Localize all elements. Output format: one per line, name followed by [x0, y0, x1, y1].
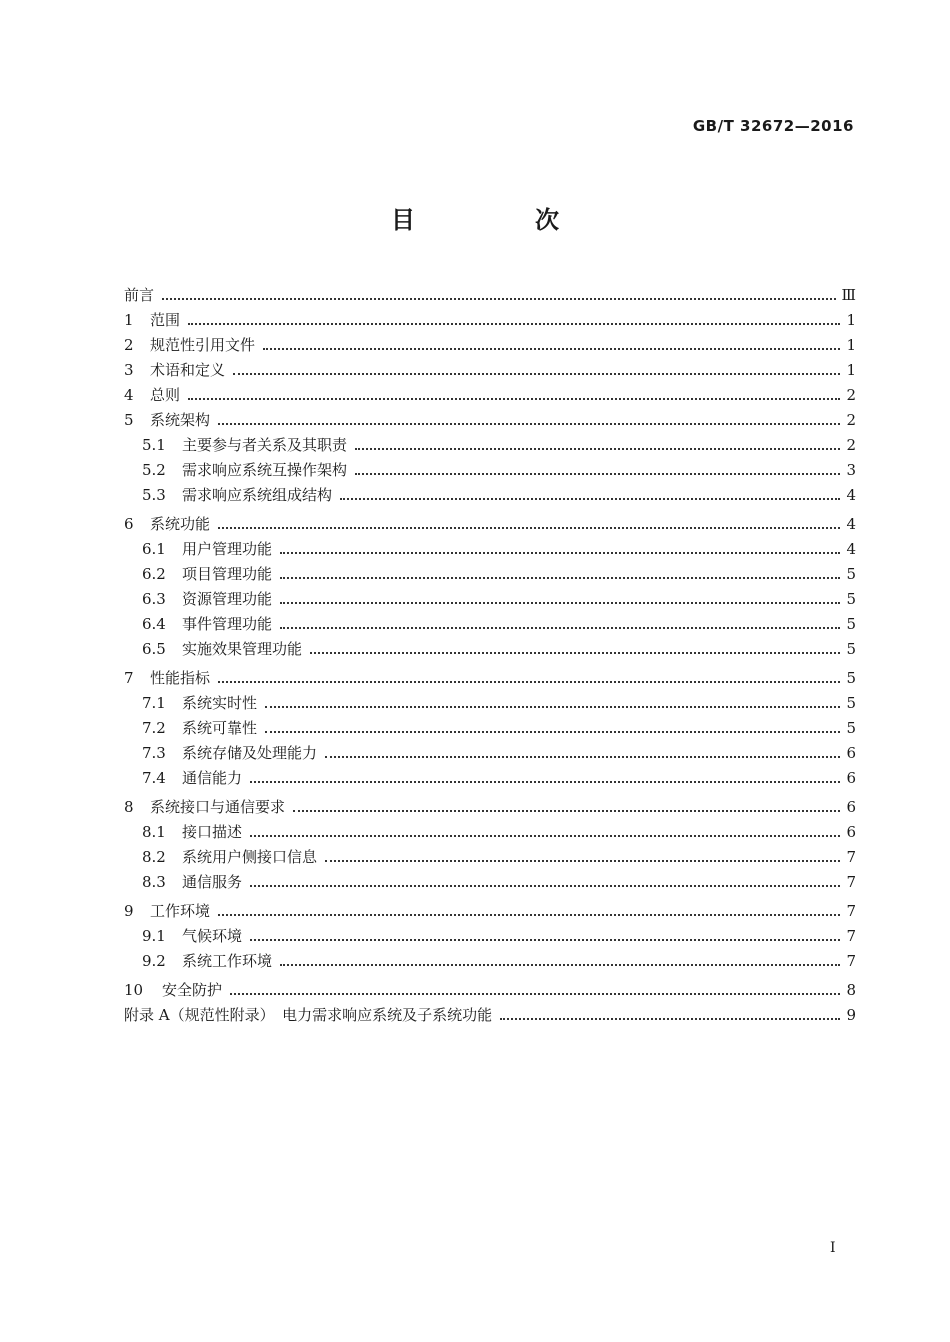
- toc-number: 4: [124, 386, 134, 404]
- toc-page: 5: [846, 669, 856, 687]
- toc-label: 范围: [150, 311, 181, 329]
- toc-number: 7.2: [142, 719, 166, 737]
- toc-number: 5.1: [142, 436, 166, 454]
- dot-leader: [162, 296, 836, 300]
- toc-entry-10[interactable]: [124, 975, 856, 1000]
- toc-number: 5: [124, 411, 134, 429]
- toc-entry-5[interactable]: [124, 405, 856, 430]
- toc-page: 5: [846, 694, 856, 712]
- toc-label: 性能指标: [150, 669, 211, 687]
- dot-leader: [355, 446, 840, 450]
- toc-number: 8.2: [142, 848, 166, 866]
- dot-leader: [280, 550, 840, 554]
- dot-leader: [218, 421, 840, 425]
- toc-page: Ⅲ: [841, 286, 856, 304]
- toc-label: 系统实时性: [182, 694, 258, 712]
- toc-number: 2: [124, 336, 134, 354]
- toc-label: 术语和定义: [150, 361, 226, 379]
- toc-entry-7-2[interactable]: [124, 713, 856, 738]
- toc-page: 1: [846, 336, 856, 354]
- toc-page: 6: [846, 744, 856, 762]
- toc-entry-1[interactable]: [124, 305, 856, 330]
- toc-number: 9.1: [142, 927, 166, 945]
- toc-entry-8-1[interactable]: [124, 817, 856, 842]
- toc-entry-7-1[interactable]: [124, 688, 856, 713]
- dot-leader: [230, 991, 840, 995]
- toc-page: 6: [846, 769, 856, 787]
- toc-number: 10: [124, 981, 144, 999]
- toc-page: 4: [846, 540, 856, 558]
- toc-label: 附录 A（规范性附录） 电力需求响应系统及子系统功能: [124, 1006, 493, 1024]
- toc-label: 资源管理功能: [182, 590, 273, 608]
- toc-label: 前言: [124, 286, 155, 304]
- toc-entry-6-5[interactable]: [124, 634, 856, 659]
- toc-number: 9.2: [142, 952, 166, 970]
- dot-leader: [218, 679, 840, 683]
- toc-page: 5: [846, 590, 856, 608]
- toc-page: 7: [846, 952, 856, 970]
- toc-entry-8-2[interactable]: [124, 842, 856, 867]
- toc-page: 2: [846, 411, 856, 429]
- toc-number: 5.2: [142, 461, 166, 479]
- toc-entry-4[interactable]: [124, 380, 856, 405]
- dot-leader: [310, 650, 840, 654]
- toc-page: 5: [846, 615, 856, 633]
- toc-entry-8-3[interactable]: [124, 867, 856, 892]
- dot-leader: [280, 600, 840, 604]
- toc-number: 1: [124, 311, 134, 329]
- dot-leader: [265, 704, 840, 708]
- toc-number: 8: [124, 798, 134, 816]
- dot-leader: [218, 525, 840, 529]
- toc-entry-5-1[interactable]: [124, 430, 856, 455]
- toc-entry-6-2[interactable]: [124, 559, 856, 584]
- dot-leader: [293, 808, 840, 812]
- toc-page: 7: [846, 902, 856, 920]
- toc-label: 接口描述: [182, 823, 243, 841]
- dot-leader: [325, 754, 840, 758]
- toc-number: 6.3: [142, 590, 166, 608]
- table-of-contents: [124, 280, 856, 1025]
- toc-label: 工作环境: [150, 902, 211, 920]
- dot-leader: [500, 1016, 840, 1020]
- toc-label: 主要参与者关系及其职责: [182, 436, 348, 454]
- toc-number: 7: [124, 669, 134, 687]
- toc-page: 2: [846, 436, 856, 454]
- dot-leader: [340, 496, 840, 500]
- dot-leader: [263, 346, 840, 350]
- toc-entry-6-1[interactable]: [124, 534, 856, 559]
- toc-entry-7[interactable]: [124, 663, 856, 688]
- toc-number: 6.2: [142, 565, 166, 583]
- toc-label: 安全防护: [162, 981, 223, 999]
- toc-label: 通信能力: [182, 769, 243, 787]
- toc-label: 事件管理功能: [182, 615, 273, 633]
- toc-number: 7.1: [142, 694, 166, 712]
- toc-entry-6[interactable]: [124, 509, 856, 534]
- toc-entry-foreword[interactable]: [124, 280, 856, 305]
- dot-leader: [218, 912, 840, 916]
- toc-label: 用户管理功能: [182, 540, 273, 558]
- dot-leader: [280, 575, 840, 579]
- dot-leader: [188, 396, 840, 400]
- toc-entry-5-2[interactable]: [124, 455, 856, 480]
- toc-page: 6: [846, 823, 856, 841]
- toc-label: 规范性引用文件: [150, 336, 256, 354]
- dot-leader: [325, 858, 840, 862]
- dot-leader: [233, 371, 840, 375]
- toc-entry-6-4[interactable]: [124, 609, 856, 634]
- toc-entry-8[interactable]: [124, 792, 856, 817]
- toc-label: 气候环境: [182, 927, 243, 945]
- dot-leader: [250, 937, 840, 941]
- dot-leader: [280, 625, 840, 629]
- toc-number: 7.3: [142, 744, 166, 762]
- dot-leader: [280, 962, 840, 966]
- toc-entry-appendix-a[interactable]: [124, 1000, 856, 1025]
- toc-number: 9: [124, 902, 134, 920]
- toc-entry-6-3[interactable]: [124, 584, 856, 609]
- dot-leader: [355, 471, 840, 475]
- toc-number: 7.4: [142, 769, 166, 787]
- toc-page: 9: [846, 1006, 856, 1024]
- toc-label: 系统接口与通信要求: [150, 798, 286, 816]
- toc-page: 3: [846, 461, 856, 479]
- toc-entry-2[interactable]: [124, 330, 856, 355]
- toc-entry-5-3[interactable]: [124, 480, 856, 505]
- toc-label: 系统可靠性: [182, 719, 258, 737]
- toc-number: 6: [124, 515, 134, 533]
- toc-label: 系统存储及处理能力: [182, 744, 318, 762]
- toc-label: 实施效果管理功能: [182, 640, 303, 658]
- toc-entry-7-3[interactable]: [124, 738, 856, 763]
- toc-number: 6.4: [142, 615, 166, 633]
- toc-page: 7: [846, 927, 856, 945]
- toc-label: 系统工作环境: [182, 952, 273, 970]
- toc-page: 1: [846, 311, 856, 329]
- dot-leader: [188, 321, 840, 325]
- toc-number: 5.3: [142, 486, 166, 504]
- toc-label: 需求响应系统互操作架构: [182, 461, 348, 479]
- dot-leader: [250, 883, 840, 887]
- toc-entry-9-2[interactable]: [124, 946, 856, 971]
- toc-label: 通信服务: [182, 873, 243, 891]
- toc-page: 4: [846, 515, 856, 533]
- toc-page: 2: [846, 386, 856, 404]
- toc-entry-9[interactable]: [124, 896, 856, 921]
- dot-leader: [250, 779, 840, 783]
- toc-entry-7-4[interactable]: [124, 763, 856, 788]
- toc-page: 8: [846, 981, 856, 999]
- toc-page: 7: [846, 848, 856, 866]
- toc-number: 8.3: [142, 873, 166, 891]
- toc-number: 8.1: [142, 823, 166, 841]
- toc-number: 6.5: [142, 640, 166, 658]
- toc-label: 总则: [150, 386, 181, 404]
- toc-page: 5: [846, 640, 856, 658]
- toc-page: 5: [846, 565, 856, 583]
- toc-label: 需求响应系统组成结构: [182, 486, 333, 504]
- page-number: I: [830, 1240, 836, 1256]
- toc-entry-3[interactable]: [124, 355, 856, 380]
- toc-page: 4: [846, 486, 856, 504]
- toc-label: 系统功能: [150, 515, 211, 533]
- toc-label: 系统架构: [150, 411, 211, 429]
- dot-leader: [265, 729, 840, 733]
- toc-page: 1: [846, 361, 856, 379]
- toc-page: 6: [846, 798, 856, 816]
- toc-number: 3: [124, 361, 134, 379]
- toc-label: 项目管理功能: [182, 565, 273, 583]
- toc-entry-9-1[interactable]: [124, 921, 856, 946]
- toc-page: 5: [846, 719, 856, 737]
- toc-number: 6.1: [142, 540, 166, 558]
- toc-page: 7: [846, 873, 856, 891]
- standard-number: GB/T 32672—2016: [692, 117, 854, 135]
- page-title: 目 次: [391, 206, 607, 234]
- dot-leader: [250, 833, 840, 837]
- toc-label: 系统用户侧接口信息: [182, 848, 318, 866]
